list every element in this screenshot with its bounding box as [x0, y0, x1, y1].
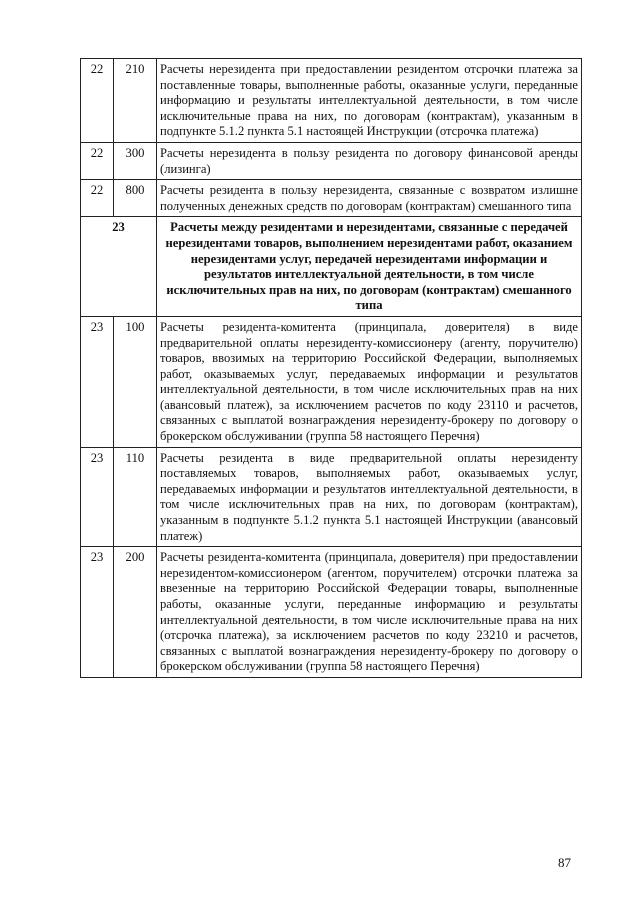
table-row [81, 547, 582, 678]
group-code: 22 [81, 180, 114, 217]
table-row [81, 316, 582, 447]
table-row [81, 180, 582, 217]
table-row [81, 59, 582, 143]
table-row [81, 142, 582, 179]
operation-description: Расчеты нерезидента при предоставлении резидентом отсрочки платежа за поставленные товары, выполненные работы, оказанные услуги, переданные информацию и результаты интеллектуальной деятельности, в том числе исключительные права на них, по договорам (контрактам), указанным в подпункте 5.1.2 пункта 5.1 настоящей Инструкции (отсрочка платежа) [157, 59, 582, 143]
group-code: 22 [81, 59, 114, 143]
operation-description: Расчеты нерезидента в пользу резидента по договору финансовой аренды (лизинга) [157, 142, 582, 179]
group-header-title: Расчеты между резидентами и нерезидентами, связанные с передачей нерезидентами товаров, выполнением нерезидентами работ, оказанием нерезидентами услуг, передачей нерезидентами информации и результатов интеллектуальной деятельности, в том числе исключительных прав на них, по договорам (контрактам) смешанного типа [157, 217, 582, 317]
group-header-row [81, 217, 582, 317]
page-number: 87 [558, 855, 571, 870]
operation-code: 300 [114, 142, 157, 179]
group-code: 23 [81, 547, 114, 678]
operation-codes-table [80, 58, 582, 678]
operation-code: 200 [114, 547, 157, 678]
operation-description: Расчеты резидента в пользу нерезидента, связанные с возвратом излишне полученных денежных средств по договорам (контрактам) смешанного типа [157, 180, 582, 217]
group-code: 23 [81, 447, 114, 547]
group-header-code: 23 [81, 217, 157, 317]
group-code: 23 [81, 316, 114, 447]
operation-code: 800 [114, 180, 157, 217]
operation-code: 100 [114, 316, 157, 447]
table-row [81, 447, 582, 547]
operation-description: Расчеты резидента в виде предварительной оплаты нерезиденту поставляемых товаров, выполняемых работ, оказываемых услуг, передаваемых информации и результатов интеллектуальной деятельности, в том числе исключительных прав на них, по договорам (контрактам), указанным в подпункте 5.1.2 пункта 5.1 настоящей Инструкции (авансовый платеж) [157, 447, 582, 547]
operation-description: Расчеты резидента-комитента (принципала, доверителя) в виде предварительной оплаты нерезиденту-комиссионеру (агенту, поручителю) товаров, ввозимых на территорию Российской Федерации, выполняемых работ, оказываемых услуг, передаваемых информации и результатов интеллектуальной деятельности, в том числе исключительных прав на них (авансовый платеж), за исключением расчетов по коду 23110 и расчетов, связанных с выплатой вознаграждения нерезиденту-брокеру по договору о брокерском обслуживании (группа 58 настоящего Перечня) [157, 316, 582, 447]
operation-code: 210 [114, 59, 157, 143]
operation-description: Расчеты резидента-комитента (принципала, доверителя) при предоставлении нерезидентом-комиссионером (агентом, поручителем) отсрочки платежа за ввезенные на территорию Российской Федерации товары, выполненные работы, оказанные услуги, переданные информацию и результаты интеллектуальной деятельности, в том числе исключительные права на них (отсрочка платежа), за исключением расчетов по коду 23210 и расчетов, связанных с выплатой вознаграждения нерезиденту-брокеру по договору о брокерском обслуживании (группа 58 настоящего Перечня) [157, 547, 582, 678]
operation-code: 110 [114, 447, 157, 547]
group-code: 22 [81, 142, 114, 179]
